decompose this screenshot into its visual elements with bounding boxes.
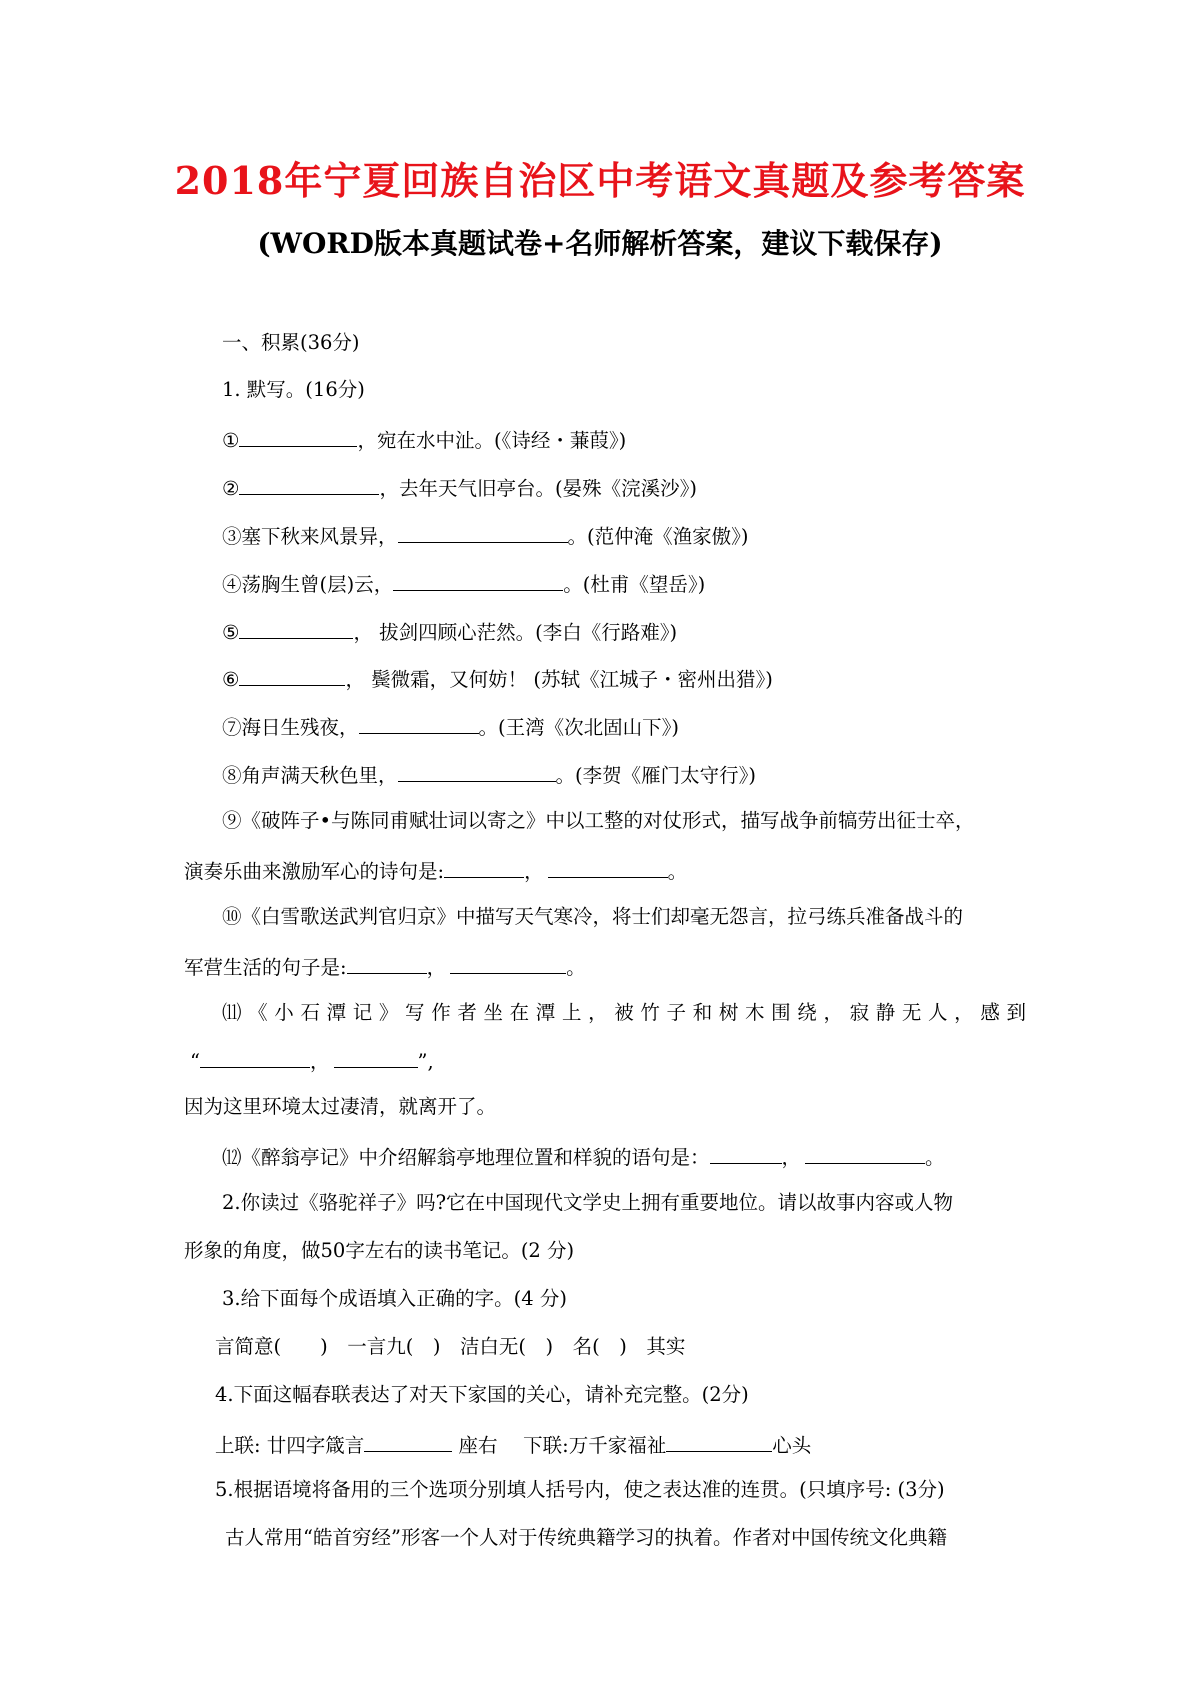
page-subtitle: (WORD版本真题试卷+名师解析答案，建议下载保存) xyxy=(257,227,943,260)
question-1-4: ④荡胸生曾(层)云， 。(杜甫《望岳》) xyxy=(222,573,706,596)
question-1-9-line-1: ⑨《破阵子•与陈同甫赋壮词以寄之》中以工整的对仗形式，描写战争前犒劳出征士卒， xyxy=(222,809,975,832)
answer-blank[interactable] xyxy=(444,859,524,878)
answer-blank[interactable] xyxy=(334,1049,418,1068)
answer-blank[interactable] xyxy=(364,1433,452,1452)
section-heading: 一、积累(36分) xyxy=(222,331,360,354)
question-2-line-2: 形象的角度，做50字左右的读书笔记。(2 分) xyxy=(184,1239,575,1262)
answer-blank[interactable] xyxy=(239,620,353,639)
answer-blank[interactable] xyxy=(239,428,357,447)
question-1-9-line-2: 演奏乐曲来激励军心的诗句是: ， 。 xyxy=(184,860,688,883)
question-2-line-1: 2.你读过《骆驼祥子》吗?它在中国现代文学史上拥有重要地位。请以故事内容或人物 xyxy=(222,1191,954,1214)
question-1-10-line-1: ⑩《白雪歌送武判官归京》中描写天气寒冷，将士们却毫无怨言，拉弓练兵准备战斗的 xyxy=(222,905,964,928)
answer-blank[interactable] xyxy=(666,1433,772,1452)
question-1-6: ⑥ ， 鬓微霜，又何妨！ (苏轼《江城子・密州出猎》) xyxy=(222,668,773,691)
question-1-5: ⑤ ， 拔剑四顾心茫然。(李白《行路难》) xyxy=(222,621,678,644)
answer-blank[interactable] xyxy=(347,955,427,974)
question-4-couplet: 上联: 廿四字箴言 座右 下联:万千家福祉 心头 xyxy=(215,1434,812,1457)
question-1-7: ⑦海日生残夜， 。(王湾《次北固山下》) xyxy=(222,716,679,739)
answer-blank[interactable] xyxy=(200,1049,310,1068)
answer-blank[interactable] xyxy=(805,1145,925,1164)
question-1-1: ① ，宛在水中沚。(《诗经・蒹葭》) xyxy=(222,429,627,452)
question-1: 1. 默写。(16分) xyxy=(222,378,365,401)
question-1-11-line-1: ⑾《小石潭记》写作者坐在潭上，被竹子和树木围绕，寂静无人，感到 xyxy=(222,1001,1026,1024)
question-1-8: ⑧角声满天秋色里， 。(李贺《雁门太守行》) xyxy=(222,764,756,787)
answer-blank[interactable] xyxy=(398,763,556,782)
answer-blank[interactable] xyxy=(359,715,479,734)
question-1-2: ② ，去年天气旧亭台。(晏殊《浣溪沙》) xyxy=(222,477,697,500)
question-1-10-line-2: 军营生活的句子是: ， 。 xyxy=(184,956,586,979)
question-5-text: 古人常用“皓首穷经”形客一个人对于传统典籍学习的执着。作者对中国传统文化典籍 xyxy=(225,1526,947,1549)
question-1-12: ⑿《醉翁亭记》中介绍解翁亭地理位置和样貌的语句是： ， 。 xyxy=(222,1146,945,1169)
question-1-11-line-2: “ ， ”, xyxy=(190,1050,434,1073)
question-3: 3.给下面每个成语填入正确的字。(4 分) xyxy=(222,1287,567,1310)
question-1-11-line-3: 因为这里环境太过凄清，就离开了。 xyxy=(184,1095,497,1118)
question-3-items: 言简意( ) 一言九( ) 洁白无( ) 名( ) 其实 xyxy=(215,1335,686,1358)
answer-blank[interactable] xyxy=(398,524,568,543)
answer-blank[interactable] xyxy=(710,1145,782,1164)
question-4: 4.下面这幅春联表达了对天下家国的关心，请补充完整。(2分) xyxy=(215,1383,749,1406)
page-title: 2018年宁夏回族自治区中考语文真题及参考答案 xyxy=(174,158,1026,203)
answer-blank[interactable] xyxy=(239,476,379,495)
answer-blank[interactable] xyxy=(239,667,345,686)
answer-blank[interactable] xyxy=(548,859,668,878)
answer-blank[interactable] xyxy=(450,955,566,974)
answer-blank[interactable] xyxy=(393,572,563,591)
question-1-3: ③塞下秋来风景异， 。(范仲淹《渔家傲》) xyxy=(222,525,749,548)
question-5: 5.根据语境将备用的三个选项分别填人括号内，使之表达准的连贯。(只填序号: (3分) xyxy=(215,1478,945,1501)
